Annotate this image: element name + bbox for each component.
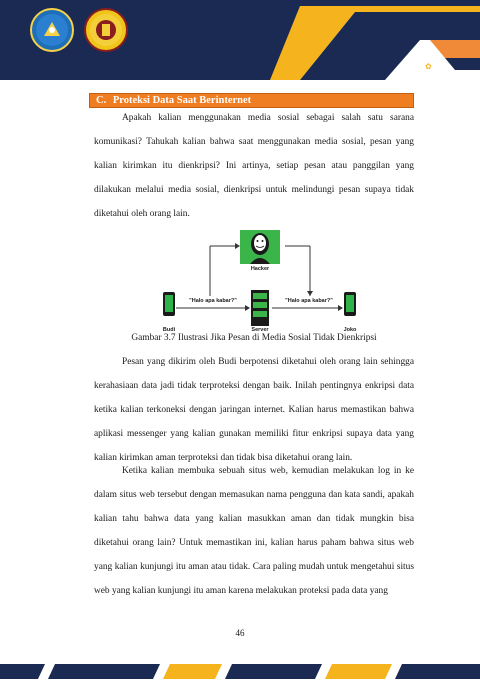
kemendikbud-logo (30, 8, 74, 52)
section-letter: C. (96, 95, 107, 106)
corner-ornament-icon: ✿ (425, 62, 432, 71)
figure-caption: Gambar 3.7 Ilustrasi Jika Pesan di Media Sosial Tidak Dienkripsi (131, 333, 377, 343)
section-title: Proteksi Data Saat Berinternet (112, 95, 252, 106)
budi-label: Budi (162, 327, 176, 333)
joko-label: Joko (343, 327, 357, 333)
page-header (0, 0, 480, 80)
university-logo (84, 8, 128, 52)
page-number: 46 (235, 628, 245, 638)
university-seal-icon (86, 10, 126, 50)
hacker-label: Hacker (250, 266, 270, 272)
page-footer (0, 660, 480, 679)
server-label: Server (251, 327, 269, 333)
budi-phone-icon (163, 292, 175, 316)
joko-phone-icon (344, 292, 356, 316)
encryption-illustration (160, 226, 360, 336)
footer-decoration (0, 660, 480, 679)
server-icon (251, 290, 269, 326)
header-decoration (0, 0, 480, 80)
message-left-label: "Halo apa kabar?" (189, 298, 237, 304)
message-flow-diagram (160, 226, 360, 336)
paragraph-2: Pesan yang dikirim oleh Budi berpotensi diketahui oleh orang lain sehingga kerahasiaan data jadi tidak terproteksi dengan baik. Inilah pentingnya enkripsi data ketika kalian terkoneksi dengan jaringan internet. Kalian harus memastikan bahwa aplikasi messenger yang kalian gunakan memiliki fitur enkripsi supaya data yang kalian kirimkan aman terproteksi dan tidak bisa diketahui orang lain. (94, 357, 414, 463)
paragraph-3: Ketika kalian membuka sebuah situs web, kemudian melakukan log in ke dalam situs web tersebut dengan memasukan nama pengguna dan kata sandi, apakah kalian tahu bahwa data yang kalian masukkan aman dan tidak mungkin bisa diketahui orang lain? Untuk memastikan ini, kalian harus paham bahwa situs web yang kalian kunjungi itu aman atau tidak. Cara paling mudah untuk mengetahui situs web yang kalian kunjungi itu aman karena melakukan proteksi pada data yang (94, 466, 414, 596)
message-right-label: "Halo apa kabar?" (285, 298, 333, 304)
paragraph-1: Apakah kalian menggunakan media sosial sebagai salah satu sarana komunikasi? Tahukah kalian bahwa saat menggunakan media sosial, pesan yang kalian kirimkan itu dienkripsi? Ini artinya, setiap pesan atau panggilan yang dilakukan melalui media sosial, dienkripsi untuk melindungi pesan supaya tidak diketahui oleh orang lain. (94, 113, 414, 219)
hacker-icon (240, 230, 280, 264)
tut-wuri-emblem-icon (32, 10, 72, 50)
